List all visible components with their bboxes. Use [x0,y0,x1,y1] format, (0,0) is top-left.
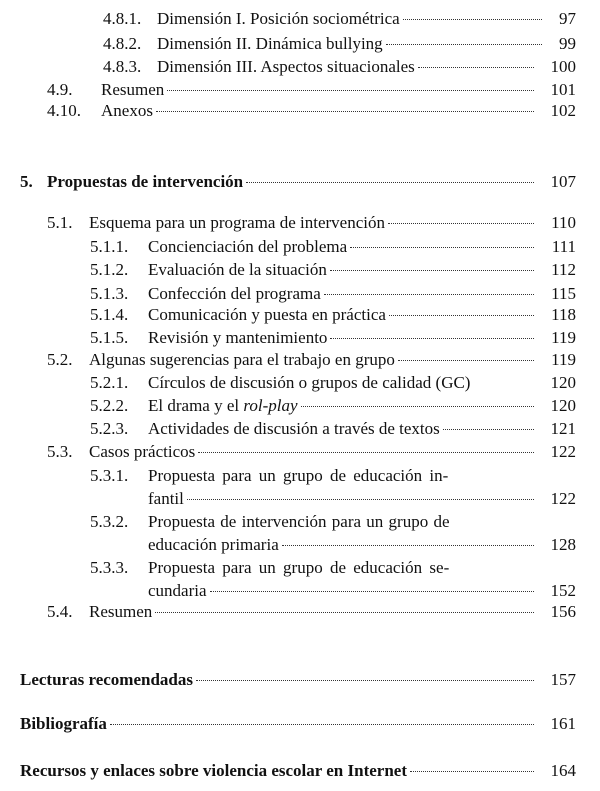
entry-page: 120 [550,373,576,392]
entry-title: Confección del programa [148,284,321,303]
toc-lecturas-recomendadas [20,669,576,691]
dot-leader [210,591,534,592]
toc-entry-5-3-1-line2 [148,488,576,510]
entry-page: 115 [551,284,576,303]
entry-title: Esquema para un programa de intervención [89,213,385,232]
dot-leader [410,771,534,772]
entry-title: Resumen [101,80,165,99]
chapter-title: Propuestas de intervención [47,172,244,191]
dot-leader [330,270,534,271]
entry-title-continued: fantil [148,489,184,508]
entry-title: Concienciación del problema [148,237,348,256]
dot-leader [282,545,534,546]
entry-page: 101 [550,80,576,99]
toc-entry-4-8-3 [103,56,576,78]
section-title: Lecturas recomendadas [20,670,193,689]
dot-leader [386,44,542,45]
dot-leader [324,294,534,295]
entry-number: 5.1.5. [90,328,129,347]
entry-number: 5.1.1. [90,237,129,256]
section-page: 157 [550,670,576,689]
entry-title: Actividades de discusión a través de textos [148,419,440,438]
entry-title-italic: rol-play [243,396,298,415]
entry-page: 122 [550,442,576,461]
entry-page: 110 [551,213,576,232]
toc-entry-5-1-3 [90,283,576,305]
toc-entry-5-2 [47,349,576,371]
dot-leader [418,67,534,68]
entry-number: 5.2.3. [90,419,129,438]
entry-number: 5.1.4. [90,305,129,324]
entry-title: Anexos [101,101,153,120]
section-title: Recursos y enlaces sobre violencia escolar en Internet [20,761,407,780]
toc-recursos-enlaces [20,760,576,782]
entry-number: 5.2. [47,350,73,369]
entry-number: 5.2.1. [90,373,129,392]
section-page: 164 [550,761,576,780]
dot-leader [246,182,534,183]
entry-number: 4.8.2. [103,34,142,53]
toc-entry-4-10 [47,100,576,122]
entry-title: Resumen [89,602,153,621]
dot-leader [196,680,534,681]
toc-entry-4-8-1 [103,8,576,30]
dot-leader [301,406,535,407]
dot-leader [350,247,534,248]
entry-page: 122 [550,489,576,508]
entry-title: Círculos de discusión o grupos de calidad (GC) [148,373,471,392]
dot-leader [389,315,534,316]
entry-number: 5.4. [47,602,73,621]
entry-number: 5.1.3. [90,284,129,303]
dot-leader [110,724,534,725]
toc-entry-4-9 [47,79,576,101]
entry-number: 5.1.2. [90,260,129,279]
entry-page: 128 [550,535,576,554]
toc-bibliografia [20,713,576,735]
section-title: Bibliografía [20,714,107,733]
toc-entry-5-1-2 [90,259,576,281]
entry-page: 119 [551,350,576,369]
toc-entry-5-1-1 [90,236,576,258]
chapter-number: 5. [20,172,33,191]
entry-title: Dimensión I. Posición sociométrica [157,9,400,28]
entry-title: Propuesta de intervención para un grupo de [148,512,450,531]
entry-title: Algunas sugerencias para el trabajo en grupo [89,350,395,369]
dot-leader [388,223,534,224]
entry-number: 5.3.1. [90,466,129,485]
toc-entry-5-1 [47,212,576,234]
toc-entry-5-3 [47,441,576,463]
toc-entry-5-3-2-line2 [148,534,576,556]
entry-title [148,395,298,417]
dot-leader [156,111,534,112]
entry-title: Propuesta para un grupo de educación se- [148,558,450,577]
entry-page: 119 [551,328,576,347]
toc-entry-5-2-1 [90,372,576,394]
dot-leader [198,452,534,453]
entry-number: 4.8.3. [103,57,142,76]
entry-number: 5.2.2. [90,396,129,415]
entry-number: 5.3.3. [90,558,129,577]
entry-title: Comunicación y puesta en práctica [148,305,386,324]
entry-title: Propuesta para un grupo de educación in- [148,466,449,485]
entry-page: 111 [551,237,576,256]
entry-title-text: El drama y el [148,396,244,415]
entry-title: Evaluación de la situación [148,260,327,279]
entry-page: 156 [550,602,576,621]
entry-number: 4.9. [47,80,73,99]
toc-entry-4-8-2 [103,33,576,55]
toc-entry-5-4 [47,601,576,623]
dot-leader [167,90,534,91]
entry-title: Dimensión III. Aspectos situacionales [157,57,415,76]
toc-entry-5-2-2 [90,395,576,417]
toc-chapter-5 [20,171,576,193]
dot-leader [155,612,534,613]
entry-page: 100 [550,57,576,76]
toc-entry-5-3-2-line1 [90,511,450,533]
toc-entry-5-3-1-line1 [90,465,448,487]
entry-number: 5.3. [47,442,73,461]
dot-leader [443,429,534,430]
entry-page: 120 [550,396,576,415]
toc-entry-5-2-3 [90,418,576,440]
chapter-page: 107 [550,172,576,191]
entry-number: 4.8.1. [103,9,142,28]
dot-leader [398,360,534,361]
dot-leader [187,499,534,500]
entry-number: 4.10. [47,101,81,120]
entry-page: 112 [551,260,576,279]
entry-page: 99 [559,34,576,53]
toc-entry-5-3-3-line1 [90,557,449,579]
entry-page: 121 [550,419,576,438]
entry-title-continued: educación primaria [148,535,279,554]
dot-leader [330,338,534,339]
entry-page: 97 [559,9,576,28]
entry-title: Revisión y mantenimiento [148,328,328,347]
dot-leader [403,19,542,20]
entry-title: Casos prácticos [89,442,196,461]
section-page: 161 [550,714,576,733]
toc-entry-5-3-3-line2 [148,580,576,602]
entry-page: 152 [550,581,576,600]
entry-page: 102 [550,101,576,120]
entry-title: Dimensión II. Dinámica bullying [157,34,383,53]
toc-entry-5-1-4 [90,304,576,326]
entry-number: 5.3.2. [90,512,129,531]
entry-number: 5.1. [47,213,73,232]
toc-entry-5-1-5 [90,327,576,349]
entry-title-continued: cundaria [148,581,207,600]
entry-page: 118 [551,305,576,324]
